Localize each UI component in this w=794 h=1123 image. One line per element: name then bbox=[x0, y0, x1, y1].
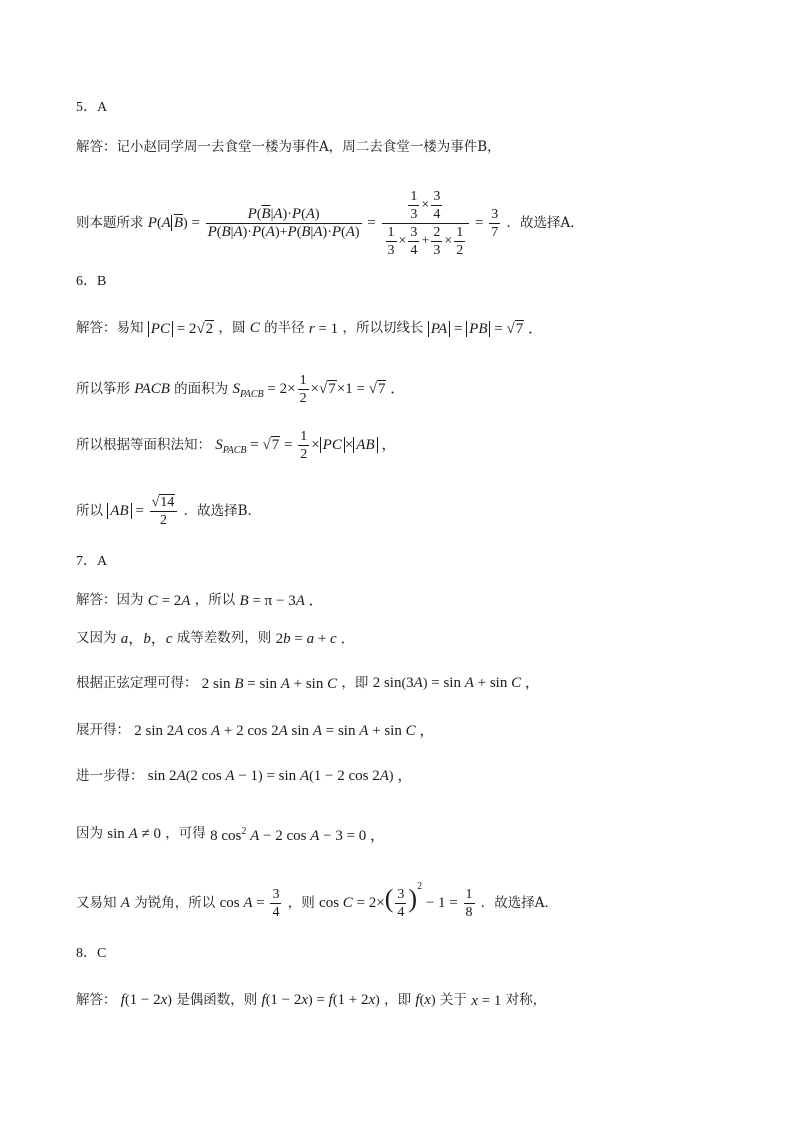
q8-line1-text-a: 解答： bbox=[76, 992, 117, 1008]
q8-line1: 解答： f(1 − 2x) 是偶函数，则 f(1 − 2x) = f(1 + 2x) ，即 f(x) 关于 x = 1 对称， bbox=[76, 992, 547, 1009]
q5-line1: 解答：记小赵同学周一去食堂一楼为事件A，周二去食堂一楼为事件B， bbox=[76, 139, 501, 155]
q6-line1-text-c: 的半径 bbox=[264, 320, 305, 336]
q6-line1-text-d: ，所以切线长 bbox=[342, 320, 424, 336]
q6-line1-text-b: ，圆 bbox=[218, 320, 246, 336]
q7-line7-text-c: ，则 bbox=[287, 895, 315, 911]
q8-line1-text-e: 对称， bbox=[505, 992, 547, 1008]
q7-line6-text-b: ，可得 bbox=[165, 825, 206, 842]
q7-line6: 因为 sin A ≠ 0 ，可得 8 $\cos^2 A - 2$ cos A − 3 = 0 ， bbox=[76, 825, 386, 844]
q6-line1: 解答：易知 PC = 2√2 ，圆 C 的半径 r = 1 ，所以切线长 PA = PB = √7 ． bbox=[76, 320, 543, 337]
q6-line2-text-b: 的面积为 bbox=[174, 381, 229, 397]
q7-line5-text-a: 进一步得： bbox=[76, 768, 144, 784]
q7-line7-text-d: ．故选择A． bbox=[480, 895, 559, 911]
q7-line2-text-b: 成等差数列，则 bbox=[176, 630, 272, 646]
q5-result-fraction: $\frac{3}{7}$ bbox=[491, 207, 499, 240]
q6-heading: 6．B bbox=[76, 274, 107, 289]
q7-line7-text-b: 为锐角，所以 bbox=[134, 895, 216, 911]
q7-line4: 展开得： 2 sin 2A cos A + 2 cos 2A sin A = sin A + sin C ， bbox=[76, 722, 435, 739]
q8-line1-text-c: ，即 bbox=[384, 992, 412, 1008]
q6-line3: 所以根据等面积法知： $S_{PACB} = √7$ = $\frac{1}{2}$ × PC × AB ， bbox=[76, 429, 397, 462]
q5-main-fraction: $\frac{P(\overline{B}|A)\cdot P(A)}{P(\overline{B}|A)\cdot P(A)+P(\overline{B}|\overline{A})\cdot P(\overline{A})}$ bbox=[207, 206, 360, 240]
q7-line5: 进一步得： sin 2A(2 cos A − 1) = sin A(1 − 2 cos 2A) ， bbox=[76, 768, 413, 784]
q5-formula: P(A $\overline{B}$) = $\frac{P(\overline{B}|A)\cdot P(A)}{P(\overline{B}|A)\cdot P(A)+P(\overline{B}|\overline{A})\cdot P(\overline{A})}$ = $\frac{1}{3}$ × $\frac{3}{4}$ $\frac{1}{3}$ × $\frac{3}{4}$ + $\frac{2}{3}$ × $\frac{1}{2}$ = $\frac{3}{7}$ bbox=[147, 189, 499, 258]
q7-line1-text-a: 解答：因为 bbox=[76, 592, 144, 608]
q7-line2-text-a: 又因为 bbox=[76, 630, 117, 646]
q8-line1-text-b: 是偶函数，则 bbox=[176, 992, 258, 1008]
q8-heading: 8．C bbox=[76, 946, 107, 961]
q7-line3: 根据正弦定理可得： 2 sin B = sin A + sin C ，即 2 sin(3A) = sin A + sin C ， bbox=[76, 675, 540, 692]
q8-line1-text-d: 关于 bbox=[439, 992, 467, 1008]
q5-numeric-fraction: $\frac{1}{3}$ × $\frac{3}{4}$ $\frac{1}{3}$ × $\frac{3}{4}$ + $\frac{2}{3}$ × $\frac{1}{2}$ bbox=[382, 188, 470, 259]
q6-line2: 所以筝形 PACB 的面积为 $S_{PACB} = 2\times$ $\frac{1}{2}$ ×√7×1 = √7 ． bbox=[76, 373, 406, 406]
q6-line4: 所以 AB = $\frac{√14}{2}$ ．故选择B． bbox=[76, 495, 261, 528]
q7-line1-text-b: ，所以 bbox=[194, 592, 236, 608]
q6-line3-text-a: 所以根据等面积法知： bbox=[76, 437, 211, 453]
q7-line7: 又易知 A 为锐角，所以 cos A = $\frac{3}{4}$ ，则 cos C = 2×( $\frac{3}{4}$ )$^2$ − 1 = $\frac{1}{8}$ ．故选择A． bbox=[76, 880, 559, 920]
q6-line4-text-b: ．故选择B． bbox=[183, 503, 261, 519]
q7-line6-text-a: 因为 bbox=[76, 825, 103, 842]
q7-line7-text-a: 又易知 bbox=[76, 895, 117, 911]
q5-line2-suffix: ．故选择A． bbox=[506, 215, 584, 231]
q7-line4-text-a: 展开得： bbox=[76, 722, 130, 738]
q5-line2-prefix: 则本题所求 bbox=[76, 215, 144, 231]
q7-line2: 又因为 a，b，c 成等差数列，则 2b = a + c ． bbox=[76, 630, 356, 647]
q6-line1-text-a: 解答：易知 bbox=[76, 320, 144, 336]
q6-line4-text-a: 所以 bbox=[76, 503, 103, 519]
q7-line3-text-a: 根据正弦定理可得： bbox=[76, 675, 198, 691]
q5-heading: 5．A bbox=[76, 100, 108, 115]
q7-line1: 解答：因为 C = 2A ，所以 B = π − 3A ． bbox=[76, 592, 324, 609]
q7-line3-text-b: ，即 bbox=[341, 675, 369, 691]
q5-formula-line bbox=[76, 188, 584, 259]
q6-line2-text-a: 所以筝形 bbox=[76, 381, 130, 397]
q7-heading: 7．A bbox=[76, 554, 108, 569]
